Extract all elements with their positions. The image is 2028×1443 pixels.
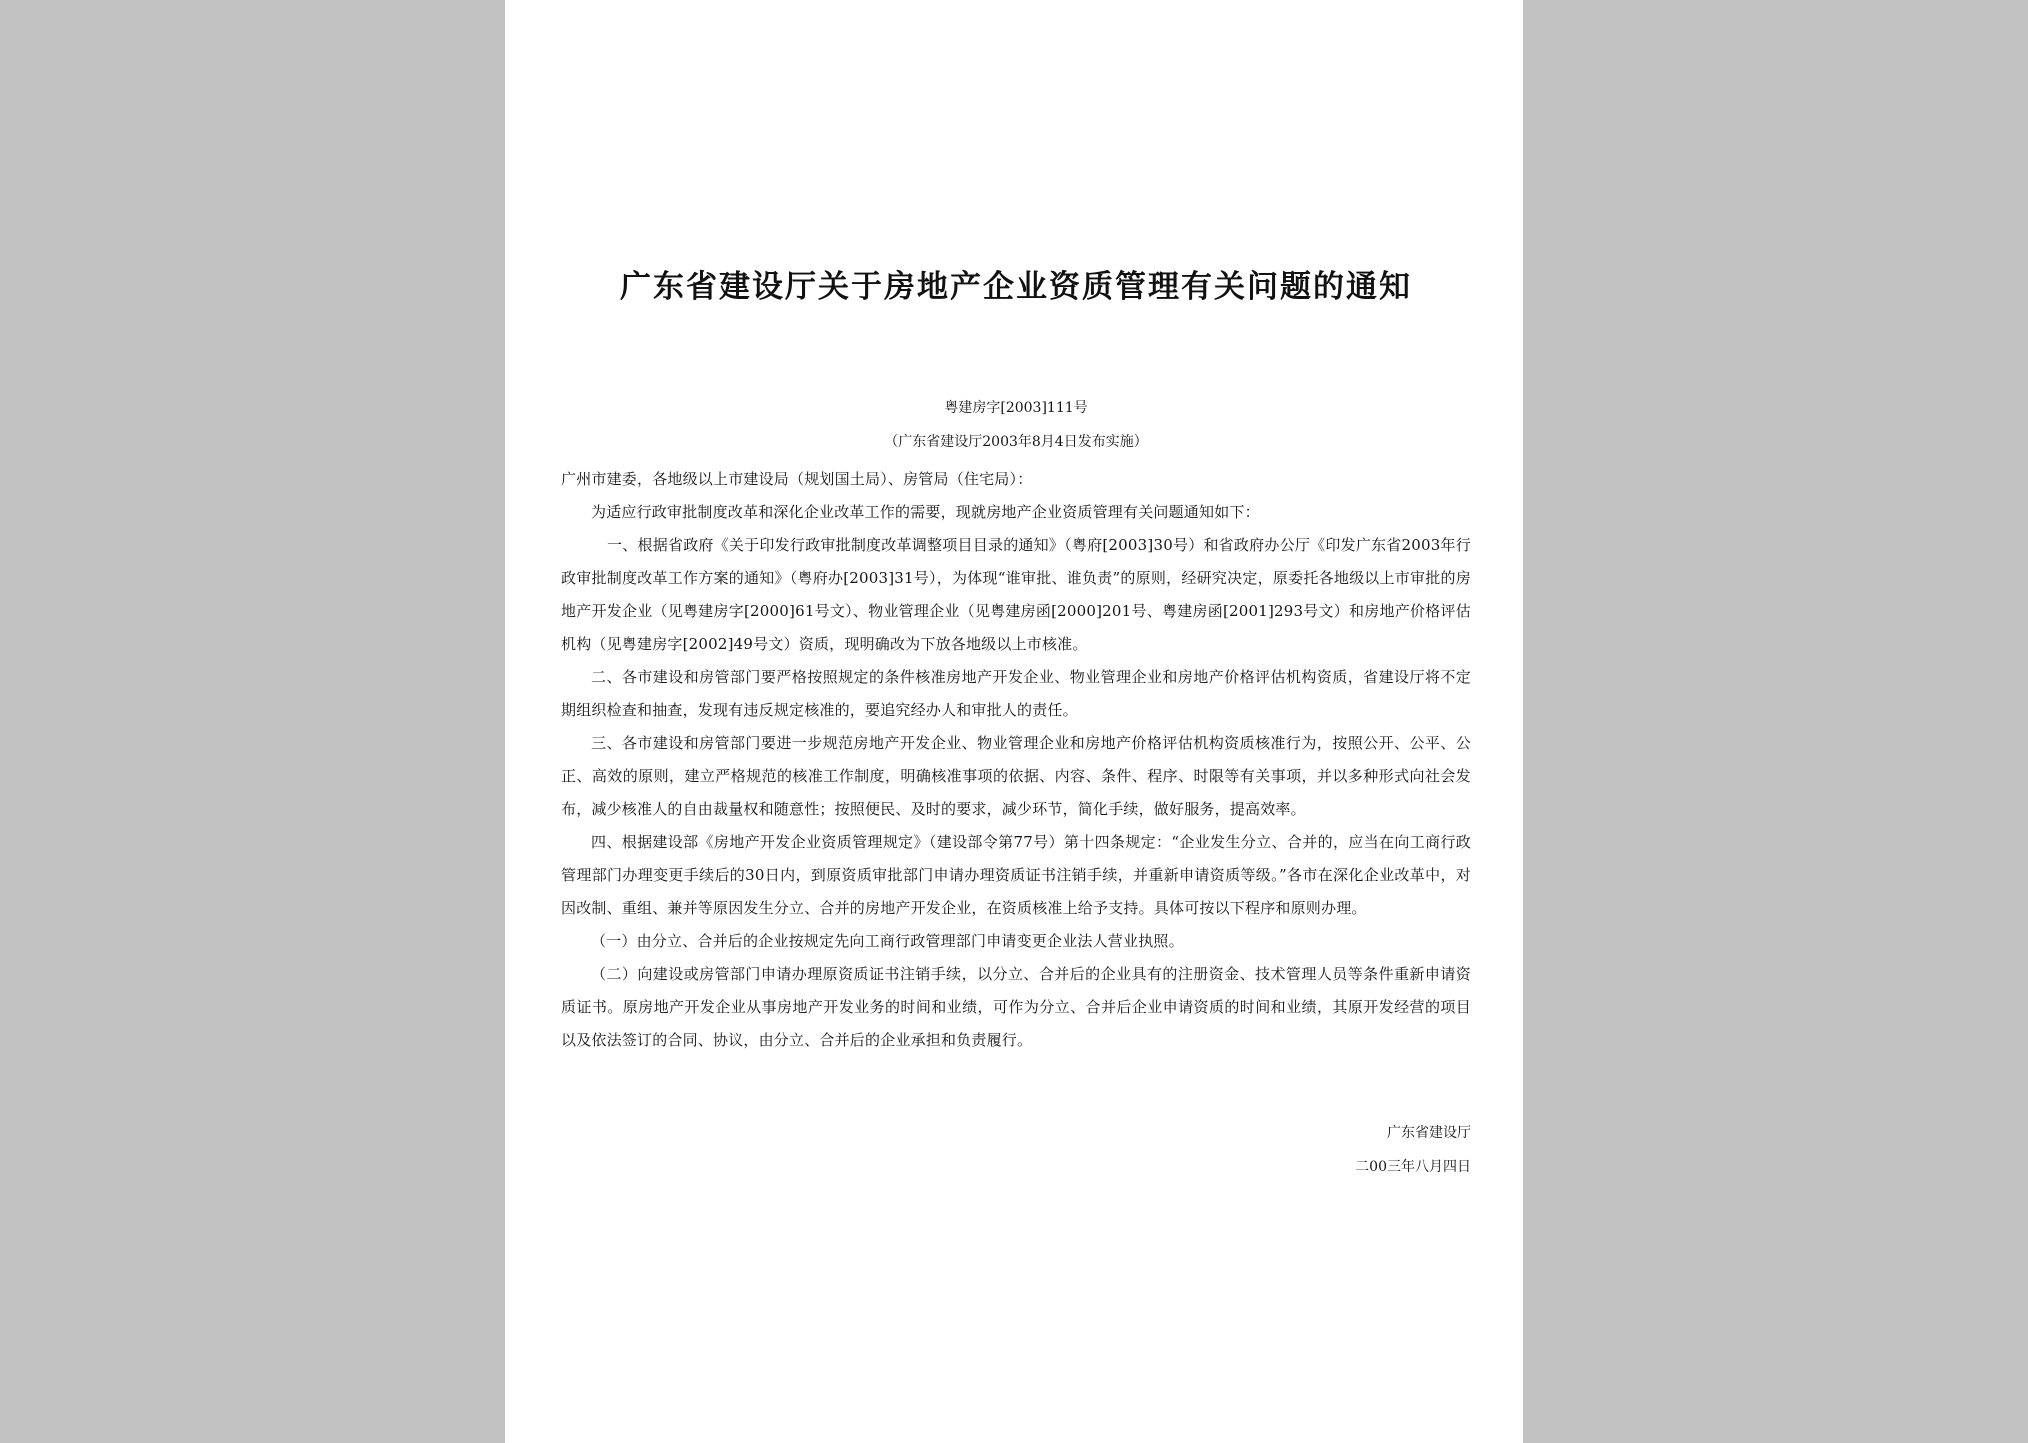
sub-paragraph-2: （二）向建设或房管部门申请办理原资质证书注销手续，以分立、合并后的企业具有的注册资金、技术管理人员等条件重新申请资质证书。原房地产开发企业从事房地产开发业务的时间和业绩，可作为分立、合并后企业申请资质的时间和业绩，其原开发经营的项目以及依法签订的合同、协议，由分立、合并后的企业承担和负责履行。 <box>561 965 1471 1049</box>
signature-date: 二00三年八月四日 <box>1355 1159 1471 1175</box>
issue-date-note: （广东省建设厅2003年8月4日发布实施） <box>884 434 1148 450</box>
paragraph-4: 四、根据建设部《房地产开发企业资质管理规定》（建设部令第77号）第十四条规定：“企业发生分立、合并的，应当在向工商行政管理部门办理变更手续后的30日内，到原资质审批部门申请办理资质证书注销手续，并重新申请资质等级。”各市在深化企业改革中，对因改制、重组、兼并等原因发生分立、合并的房地产开发企业，在资质核准上给予支持。具体可按以下程序和原则办理。 <box>561 833 1471 917</box>
paragraph-2: 二、各市建设和房管部门要严格按照规定的条件核准房地产开发企业、物业管理企业和房地产价格评估机构资质，省建设厅将不定期组织检查和抽查，发现有违反规定核准的，要追究经办人和审批人的责任。 <box>561 668 1471 719</box>
signature-organization: 广东省建设厅 <box>1387 1125 1471 1141</box>
recipients-line: 广州市建委，各地级以上市建设局（规划国土局）、房管局（住宅局）： <box>561 470 1033 488</box>
sub-paragraph-1: （一）由分立、合并后的企业按规定先向工商行政管理部门申请变更企业法人营业执照。 <box>591 932 1184 950</box>
paragraph-1: 一、根据省政府《关于印发行政审批制度改革调整项目目录的通知》（粤府[2003]30号）和省政府办公厅《印发广东省2003年行政审批制度改革工作方案的通知》（粤府办[2003]31号），为体现“谁审批、谁负责”的原则，经研究决定，原委托各地级以上市审批的房地产开发企业（见粤建房字[2000]61号文）、物业管理企业（见粤建房函[2000]201号、粤建房函[2001]293号文）和房地产价格评估机构（见粤建房字[2002]49号文）资质，现明确改为下放各地级以上市核准。 <box>561 536 1471 653</box>
paragraph-3: 三、各市建设和房管部门要进一步规范房地产开发企业、物业管理企业和房地产价格评估机构资质核准行为，按照公开、公平、公正、高效的原则，建立严格规范的核准工作制度，明确核准事项的依据、内容、条件、程序、时限等有关事项，并以多种形式向社会发布，减少核准人的自由裁量权和随意性；按照便民、及时的要求，减少环节，简化手续，做好服务，提高效率。 <box>561 734 1471 818</box>
document-page <box>505 0 1523 1443</box>
document-body <box>561 463 1471 1057</box>
document-title: 广东省建设厅关于房地产企业资质管理有关问题的通知 <box>620 269 1412 305</box>
intro-paragraph: 为适应行政审批制度改革和深化企业改革工作的需要，现就房地产企业资质管理有关问题通知如下： <box>591 503 1260 521</box>
document-number: 粤建房字[2003]111号 <box>944 400 1088 416</box>
